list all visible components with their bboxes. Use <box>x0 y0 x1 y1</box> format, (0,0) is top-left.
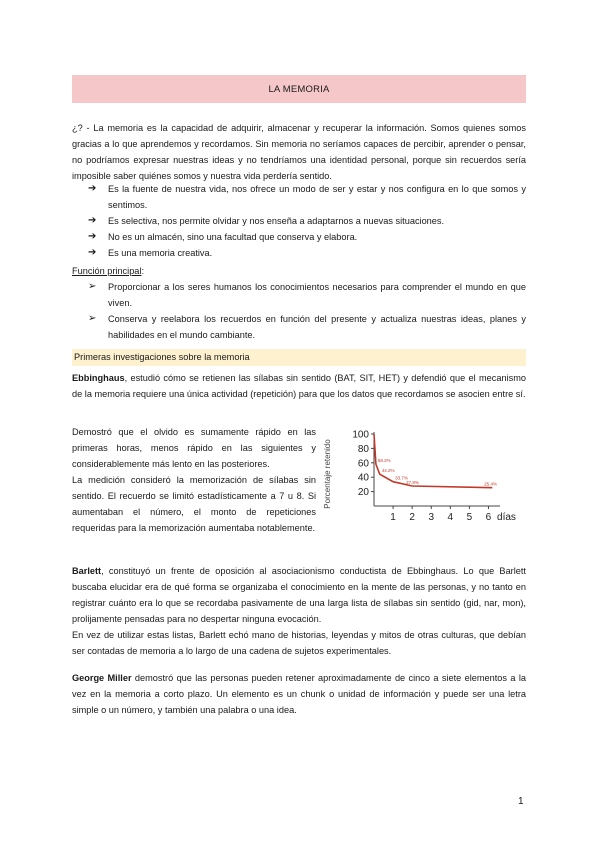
y-tick-label: 60 <box>357 458 369 470</box>
list-item: ➔ No es un almacén, sino una facultad que conserva y elabora. <box>88 229 526 245</box>
arrow-bullet-list <box>88 181 526 261</box>
x-tick-label: 4 <box>447 512 454 523</box>
intro-paragraph: ¿? - La memoria es la capacidad de adquirir, almacenar y recuperar la información. Somos quienes somos gracias a lo que aprendemos y recordamos. Sin memoria no seríamos capaces de percibir, aprender o pensar, no podríamos expresar nuestras ideas y no tendríamos una identidad personal, porque sin recuerdos sería imposible saber quiénes somos y nuestra vida perdería sentido. <box>72 123 526 181</box>
list-item: ➢ Conserva y reelabora los recuerdos en función del presente y actualiza nuestras ideas, planes y habilidades en el mundo cambiante. <box>88 313 526 340</box>
y-tick-label: 100 <box>352 429 369 441</box>
forgetting-curve-line <box>374 434 492 488</box>
ebbinghaus-detail: Demostró que el olvido es sumamente rápido en las primeras horas, menos rápido en las siguientes y considerablemente más lento en las posteriores. La medición consideró la memorización de sílabas sin sentido. El recuerdo se limitó estadísticamente a 7 u 8. Si aumentaban el número, el monto de repeticiones requeridas para la memorización aumentaba notablemente. <box>72 427 316 533</box>
data-label: 33.7% <box>395 475 408 481</box>
arrow-icon: ➔ <box>88 231 97 242</box>
funcion-heading: Función principal: <box>72 266 145 276</box>
x-tick-label: 1 <box>390 512 396 523</box>
x-tick-label: 6 <box>485 512 492 523</box>
section-heading: Primeras investigaciones sobre la memoria <box>72 349 526 366</box>
x-tick-label: 2 <box>409 512 415 523</box>
page-number: 1 <box>518 796 524 807</box>
list-item: ➔ Es la fuente de nuestra vida, nos ofrece un modo de ser y estar y nos configura en lo que somos y sentimos. <box>88 183 526 210</box>
ebbinghaus-paragraph: Ebbinghaus, estudió cómo se retienen las sílabas sin sentido (BAT, SIT, HET) y defendió que el mecanismo de la memoria requiere una única actividad (repetición) para que los datos que recordamos se asocien entre sí. <box>72 373 526 399</box>
page-title: LA MEMORIA <box>72 75 526 103</box>
y-axis-label: Porcentaje retenido <box>323 439 332 509</box>
data-label: 44.2% <box>381 468 395 474</box>
x-axis-label: días <box>497 512 516 523</box>
forgetting-curve-chart <box>320 428 530 530</box>
list-item: ➢ Proporcionar a los seres humanos los conocimientos necesarios para comprender el mundo en que viven. <box>88 281 526 308</box>
miller-paragraph: George Miller demostró que las personas pueden retener aproximadamente de cinco a siete elementos a la vez en la memoria a corto plazo. Un elemento es un chunk o unidad de información y puede ser una letra simple o un número, y también una palabra o una idea. <box>72 673 526 715</box>
arrowhead-icon: ➢ <box>88 281 97 292</box>
arrow-icon: ➔ <box>88 215 97 226</box>
y-tick-label: 20 <box>357 487 369 499</box>
barlett-paragraph: Barlett, constituyó un frente de oposición al asociacionismo conductista de Ebbinghaus. Lo que Barlett buscaba elucidar era de qué forma se organizaba el conocimiento en la mente de las personas, y no tanto en registrar cuánto era lo que se recordaba pasivamente de una larga lista de sílabas sin sentido (gid, nar, mon), prolijamente pensadas para no despertar ninguna evocación. En vez de utilizar estas listas, Barlett echó mano de historias, leyendas y mitos de otras culturas, que debían ser contadas de memoria a lo largo de una cadena de sujetos experimentales. <box>72 566 526 656</box>
list-item: ➔ Es selectiva, nos permite olvidar y nos enseña a adaptarnos a nuevas situaciones. <box>88 213 526 229</box>
arrow-icon: ➔ <box>88 247 97 258</box>
list-item: ➔ Es una memoria creativa. <box>88 245 526 261</box>
x-tick-label: 5 <box>466 512 473 523</box>
y-tick-label: 40 <box>357 472 369 484</box>
x-tick-label: 3 <box>428 512 435 523</box>
data-label: 25.4% <box>484 481 498 487</box>
y-tick-label: 80 <box>357 443 369 455</box>
arrowhead-icon: ➢ <box>88 313 97 324</box>
funcion-bullet-list <box>88 279 526 343</box>
arrow-icon: ➔ <box>88 183 97 194</box>
data-label: 58.2% <box>377 458 391 464</box>
data-label: 27.8% <box>406 479 419 485</box>
